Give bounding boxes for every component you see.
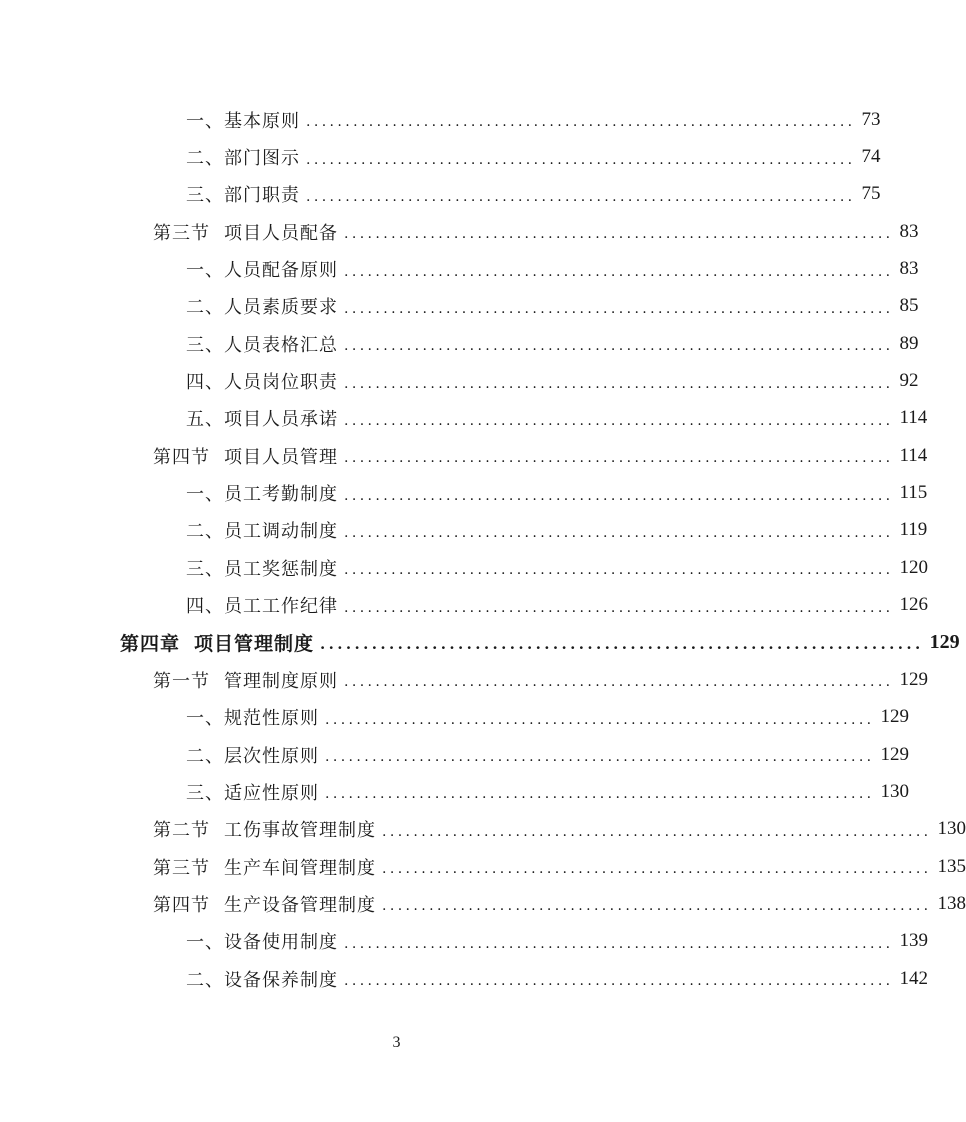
- toc-dot-leader: ......................................................................: [382, 823, 932, 840]
- toc-entry-number: 四、: [186, 372, 224, 394]
- toc-dot-leader: ......................................................................: [325, 711, 875, 728]
- toc-entry-page: 130: [880, 780, 910, 802]
- toc-entry-page: 85: [899, 295, 919, 317]
- toc-entry-number: 第一节: [153, 670, 210, 692]
- toc-dot-leader: ......................................................................: [306, 114, 856, 131]
- toc-entry[interactable]: [0, 736, 910, 773]
- toc-entry-title: 项目人员管理: [224, 446, 338, 468]
- toc-entry-title: 生产设备管理制度: [224, 894, 376, 916]
- toc-entry-number: 一、: [186, 110, 224, 132]
- toc-entry-title: 人员表格汇总: [224, 334, 338, 356]
- toc-dot-leader: ......................................................................: [382, 898, 932, 915]
- toc-entry-number: 一、: [186, 484, 224, 506]
- toc-entry-number: 五、: [186, 409, 224, 431]
- toc-entry-number: 一、: [186, 260, 224, 282]
- toc-dot-leader: ......................................................................: [320, 635, 924, 654]
- toc-entry-title: 层次性原则: [224, 745, 319, 767]
- toc-dot-leader: ......................................................................: [344, 226, 894, 243]
- toc-entry-title: 适应性原则: [224, 782, 319, 804]
- toc-entry-title: 规范性原则: [224, 708, 319, 730]
- toc-dot-leader: ......................................................................: [344, 562, 894, 579]
- toc-entry-number: 二、: [186, 297, 224, 319]
- toc-entry-page: 119: [899, 519, 928, 541]
- toc-entry[interactable]: [0, 848, 966, 885]
- toc-entry-chapter[interactable]: [0, 624, 960, 661]
- toc-dot-leader: ......................................................................: [306, 151, 856, 168]
- toc-entry[interactable]: [0, 474, 928, 511]
- toc-entry[interactable]: [0, 811, 966, 848]
- toc-entry-title: 工伤事故管理制度: [224, 820, 376, 842]
- toc-entry-page: 75: [861, 183, 881, 205]
- toc-entry-title: 项目管理制度: [194, 632, 315, 655]
- toc-entry[interactable]: [0, 437, 928, 474]
- toc-dot-leader: ......................................................................: [382, 861, 932, 878]
- toc-entry-page: 135: [937, 855, 966, 877]
- toc-entry-title: 人员素质要求: [224, 297, 338, 319]
- page-number: 3: [392, 1034, 401, 1051]
- toc-entry-title: 部门图示: [224, 148, 300, 170]
- toc-dot-leader: ......................................................................: [344, 338, 894, 355]
- toc-entry[interactable]: [0, 250, 919, 287]
- toc-entry-number: 第三节: [153, 857, 210, 879]
- toc-entry-number: 一、: [186, 932, 224, 954]
- toc-entry[interactable]: [0, 699, 910, 736]
- toc-entry-number: 三、: [186, 334, 224, 356]
- toc-entry-title: 基本原则: [224, 110, 300, 132]
- toc-entry-title: 人员岗位职责: [224, 372, 338, 394]
- toc-entry-title: 员工考勤制度: [224, 484, 338, 506]
- toc-entry-page: 74: [861, 146, 881, 168]
- toc-entry-number: 第四节: [153, 446, 210, 468]
- toc-entry-number: 一、: [186, 708, 224, 730]
- toc-entry-page: 129: [880, 706, 910, 728]
- toc-entry[interactable]: [0, 362, 919, 399]
- toc-entry-number: 二、: [186, 148, 224, 170]
- toc-entry[interactable]: [0, 549, 929, 586]
- toc-entry[interactable]: [0, 138, 881, 175]
- toc-entry-title: 管理制度原则: [224, 670, 338, 692]
- toc-entry-number: 第二节: [153, 820, 210, 842]
- toc-entry[interactable]: [0, 325, 919, 362]
- toc-entry-number: 三、: [186, 558, 224, 580]
- toc-entry-page: 120: [899, 556, 929, 578]
- toc-entry-page: 83: [899, 258, 919, 280]
- toc-entry-page: 142: [899, 967, 929, 989]
- toc-entry-number: 三、: [186, 782, 224, 804]
- toc-entry[interactable]: [0, 213, 919, 250]
- toc-dot-leader: ......................................................................: [344, 412, 894, 429]
- toc-entry-title: 部门职责: [224, 185, 300, 207]
- toc-entry-page: 129: [929, 630, 960, 653]
- toc-dot-leader: ......................................................................: [344, 674, 894, 691]
- toc-entry-number: 三、: [186, 185, 224, 207]
- toc-entry[interactable]: [0, 773, 910, 810]
- toc-entry-page: 139: [899, 930, 929, 952]
- toc-entry-title: 员工工作纪律: [224, 596, 338, 618]
- toc-entry-title: 人员配备原则: [224, 260, 338, 282]
- toc-entry[interactable]: [0, 960, 929, 997]
- toc-dot-leader: ......................................................................: [344, 973, 894, 990]
- toc-entry[interactable]: [0, 586, 929, 623]
- toc-entry-page: 114: [899, 407, 928, 429]
- toc-dot-leader: ......................................................................: [325, 749, 875, 766]
- toc-entry-number: 二、: [186, 969, 224, 991]
- toc-entry-number: 第四节: [153, 894, 210, 916]
- toc-entry-page: 89: [899, 332, 919, 354]
- table-of-contents: [0, 101, 966, 997]
- toc-entry-title: 生产车间管理制度: [224, 857, 376, 879]
- toc-dot-leader: ......................................................................: [306, 188, 856, 205]
- toc-dot-leader: ......................................................................: [325, 786, 875, 803]
- toc-entry-page: 126: [899, 594, 929, 616]
- toc-entry-title: 设备保养制度: [224, 969, 338, 991]
- toc-entry-title: 员工调动制度: [224, 521, 338, 543]
- toc-entry[interactable]: [0, 885, 966, 922]
- toc-dot-leader: ......................................................................: [344, 487, 894, 504]
- toc-entry-page: 138: [937, 892, 966, 914]
- toc-dot-leader: ......................................................................: [344, 524, 894, 541]
- toc-entry[interactable]: [0, 288, 919, 325]
- toc-entry-number: 四、: [186, 596, 224, 618]
- toc-entry-page: 83: [899, 220, 919, 242]
- toc-entry-title: 项目人员配备: [224, 222, 338, 244]
- toc-dot-leader: ......................................................................: [344, 935, 894, 952]
- toc-entry-title: 员工奖惩制度: [224, 558, 338, 580]
- toc-dot-leader: ......................................................................: [344, 599, 894, 616]
- toc-dot-leader: ......................................................................: [344, 300, 894, 317]
- toc-dot-leader: ......................................................................: [344, 263, 894, 280]
- toc-entry-number: 第四章: [120, 632, 181, 655]
- toc-entry[interactable]: [0, 512, 928, 549]
- toc-entry-page: 130: [937, 818, 966, 840]
- toc-entry-title: 设备使用制度: [224, 932, 338, 954]
- toc-entry-number: 二、: [186, 745, 224, 767]
- toc-entry[interactable]: [0, 176, 881, 213]
- toc-entry[interactable]: [0, 923, 929, 960]
- toc-dot-leader: ......................................................................: [344, 450, 894, 467]
- toc-entry[interactable]: [0, 101, 881, 138]
- toc-entry-number: 第三节: [153, 222, 210, 244]
- toc-entry-page: 114: [899, 444, 928, 466]
- toc-entry[interactable]: [0, 400, 928, 437]
- toc-dot-leader: ......................................................................: [344, 375, 894, 392]
- toc-entry-page: 129: [899, 668, 929, 690]
- toc-entry[interactable]: [0, 661, 929, 698]
- toc-entry-page: 73: [861, 108, 881, 130]
- toc-entry-number: 二、: [186, 521, 224, 543]
- toc-entry-page: 115: [899, 482, 928, 504]
- toc-entry-page: 92: [899, 370, 919, 392]
- toc-entry-title: 项目人员承诺: [224, 409, 338, 431]
- toc-entry-page: 129: [880, 743, 910, 765]
